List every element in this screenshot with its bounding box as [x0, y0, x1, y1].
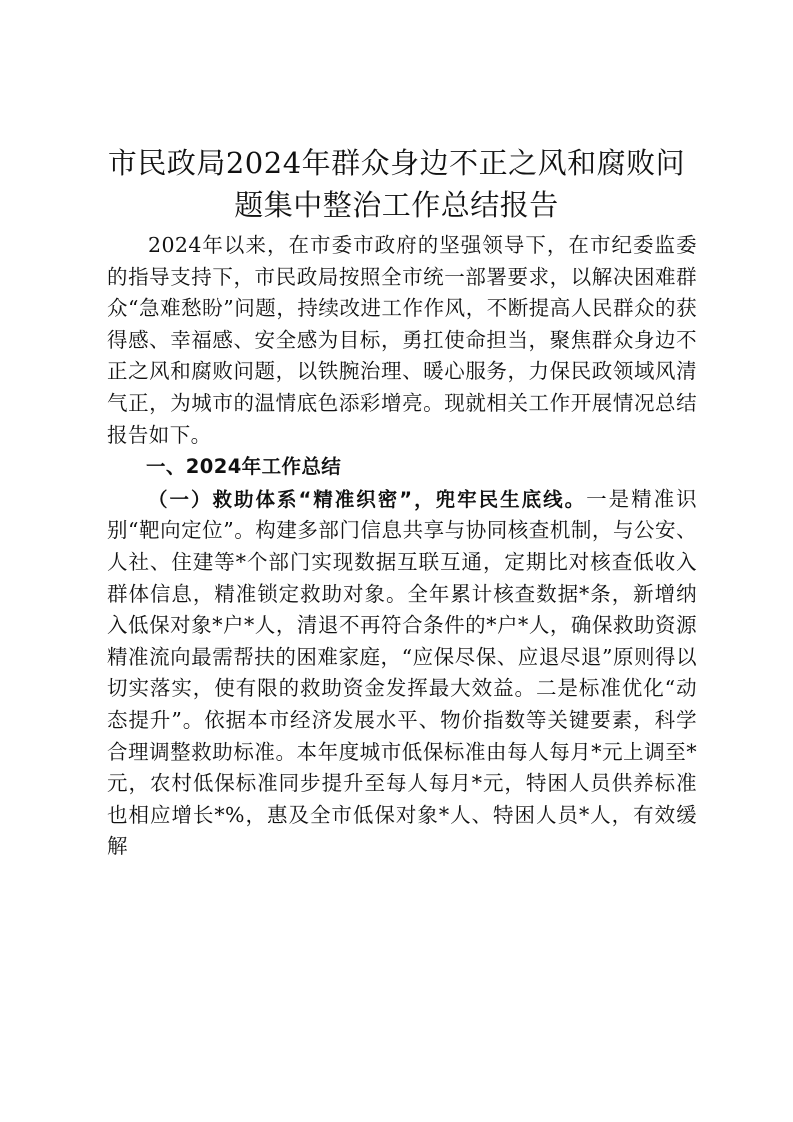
subsection-paragraph [107, 484, 697, 863]
document-title [100, 142, 693, 226]
intro-paragraph: 2024年以来，在市委市政府的坚强领导下，在市纪委监委的指导支持下，市民政局按照全市统一部署要求，以解决困难群众“急难愁盼”问题，持续改进工作作风，不断提高人民群众的获得感、幸福感、安全感为目标，勇扛使命担当，聚焦群众身边不正之风和腐败问题，以铁腕治理、暖心服务，力保民政领域风清气正，为城市的温情底色添彩增亮。现就相关工作开展情况总结报告如下。 [107, 233, 697, 447]
document-body [107, 230, 697, 863]
title-line-2: 题集中整治工作总结报告 [234, 188, 559, 222]
section-heading: 一、2024年工作总结 [146, 455, 342, 479]
subsection-heading: （一）救助体系“精准织密”，兜牢民生底线。 [148, 487, 587, 511]
title-line-1: 市民政局2024年群众身边不正之风和腐败问 [107, 146, 686, 180]
subsection-body: 一是精准识别“靶向定位”。构建多部门信息共享与协同核查机制，与公安、人社、住建等*个部门实现数据互联互通，定期比对核查低收入群体信息，精准锁定救助对象。全年累计核查数据*条，新增纳入低保对象*户*人，清退不再符合条件的*户*人，确保救助资源精准流向最需帮扶的困难家庭，“应保尽保、应退尽退”原则得以切实落实，使有限的救助资金发挥最大效益。二是标准优化“动态提升”。依据本市经济发展水平、物价指数等关键要素，科学合理调整救助标准。本年度城市低保标准由每人每月*元上调至*元，农村低保标准同步提升至每人每月*元，特困人员供养标准也相应增长*%，惠及全市低保对象*人、特困人员*人，有效缓解 [107, 486, 697, 859]
